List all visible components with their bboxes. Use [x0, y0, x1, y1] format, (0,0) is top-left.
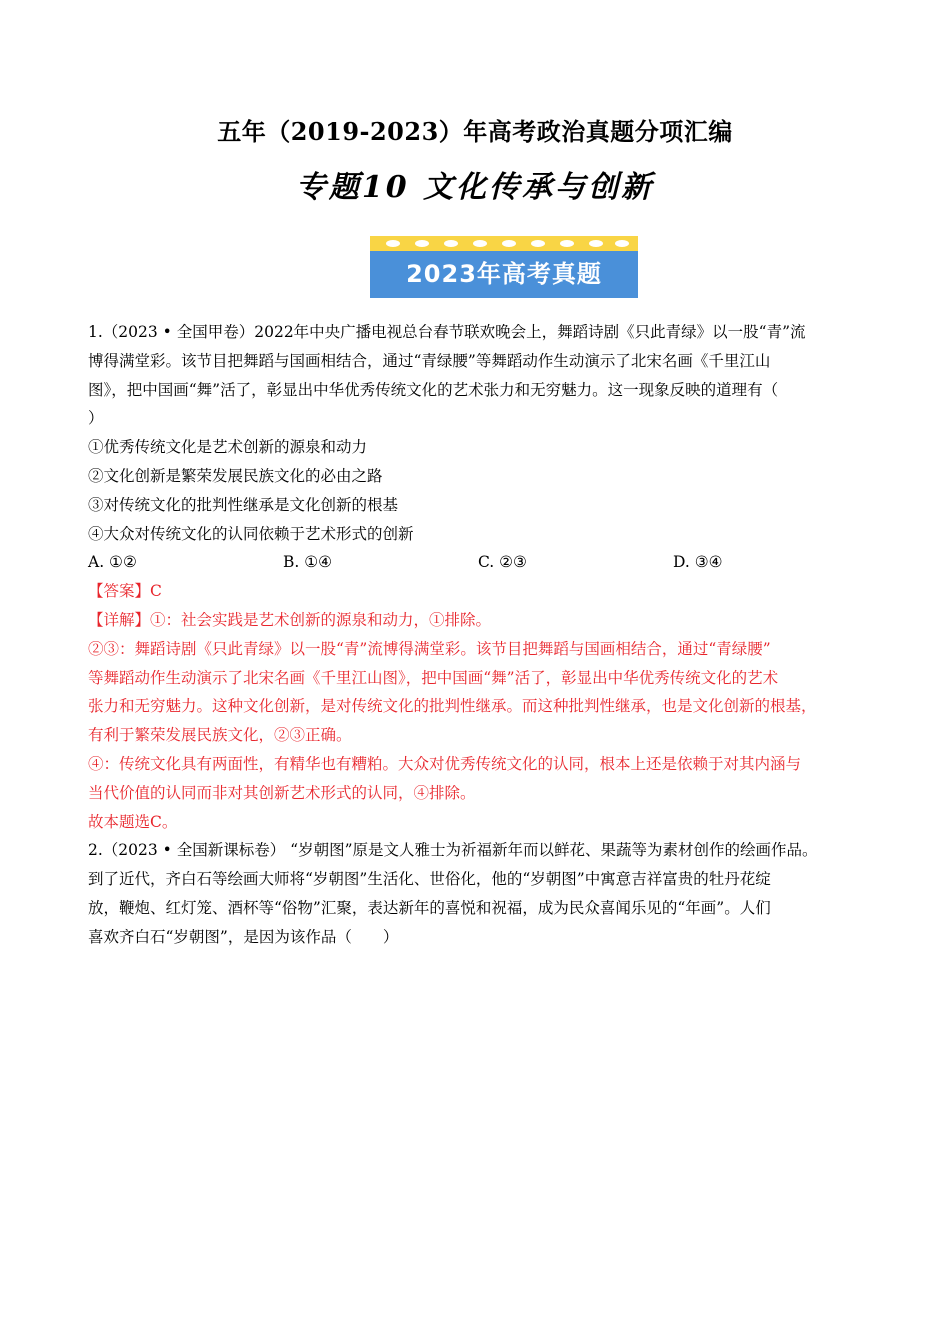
q1-option-a: A. ①② [88, 553, 137, 572]
question-content [88, 318, 868, 952]
banner-dot [415, 240, 429, 247]
q1-explanation-line: ②③：舞蹈诗剧《只此青绿》以一股“青”流博得满堂彩。该节目把舞蹈与国画相结合，通过“青绿腰” [88, 639, 771, 658]
q2-stem-line: 放，鞭炮、红灯笼、酒杯等“俗物”汇聚，表达新年的喜悦和祝福，成为民众喜闻乐见的“年画”。人们 [88, 898, 771, 917]
banner-dot [444, 240, 458, 247]
banner-dot [531, 240, 545, 247]
q1-stem-line: ） [88, 409, 104, 428]
q1-option-c: C. ②③ [478, 553, 527, 572]
banner-dot [589, 240, 603, 247]
q1-answer: 【答案】C [88, 582, 162, 601]
year-banner [370, 236, 638, 298]
q1-explanation-line: 当代价值的认同而非对其创新艺术形式的认同，④排除。 [88, 783, 476, 802]
banner-dot [473, 240, 487, 247]
banner-top-strip [370, 236, 638, 251]
q1-option-b: B. ①④ [283, 553, 333, 572]
q1-explanation-line: 张力和无穷魅力。这种文化创新，是对传统文化的批判性继承。而这种批判性继承，也是文化创新的根基， [88, 697, 817, 716]
q1-explanation-line: 故本题选C。 [88, 812, 178, 831]
q1-stem-line: 图》，把中国画“舞”活了，彰显出中华优秀传统文化的艺术张力和无穷魅力。这一现象反映的道理有（ [88, 380, 779, 399]
question-1 [88, 318, 868, 836]
q1-statement: ①优秀传统文化是艺术创新的源泉和动力 [88, 438, 368, 457]
q1-explanation-line: ④：传统文化具有两面性，有精华也有糟粕。大众对优秀传统文化的认同，根本上还是依赖于对其内涵与 [88, 754, 802, 773]
q1-option-d: D. ③④ [673, 553, 723, 572]
q2-stem-line: 喜欢齐白石“岁朝图”，是因为该作品（ ） [88, 927, 399, 946]
q2-stem-line: 到了近代，齐白石等绘画大师将“岁朝图”生活化、世俗化，他的“岁朝图”中寓意吉祥富贵的牡丹花绽 [88, 870, 771, 889]
q1-statement: ③对传统文化的批判性继承是文化创新的根基 [88, 495, 399, 514]
banner-dot [560, 240, 574, 247]
q1-explanation-line: 【详解】①：社会实践是艺术创新的源泉和动力，①排除。 [88, 610, 492, 629]
q1-explanation-line: 有利于繁荣发展民族文化，②③正确。 [88, 726, 352, 745]
q1-explanation-line: 等舞蹈动作生动演示了北宋名画《千里江山图》，把中国画“舞”活了，彰显出中华优秀传统文化的艺术 [88, 668, 779, 687]
q1-statement: ④大众对传统文化的认同依赖于艺术形式的创新 [88, 524, 414, 543]
question-2 [88, 836, 868, 951]
q2-stem-line: 2.（2023 • 全国新课标卷） “岁朝图”原是文人雅士为祈福新年而以鲜花、果蔬等为素材创作的绘画作品。 [88, 841, 818, 860]
banner-dot [502, 240, 516, 247]
banner-dot [615, 240, 629, 247]
q1-statement: ②文化创新是繁荣发展民族文化的必由之路 [88, 466, 383, 485]
q1-stem-line: 博得满堂彩。该节目把舞蹈与国画相结合，通过“青绿腰”等舞蹈动作生动演示了北宋名画《千里江山 [88, 351, 771, 370]
document-title: 五年（2019-2023）年高考政治真题分项汇编 [217, 117, 733, 146]
banner-dot [386, 240, 400, 247]
banner-label: 2023年高考真题 [370, 251, 638, 298]
q1-stem-line: 1.（2023 • 全国甲卷）2022年中央广播电视总台春节联欢晚会上，舞蹈诗剧《只此青绿》以一股“青”流 [88, 323, 806, 341]
topic-title: 专题10 文化传承与创新 [295, 170, 655, 205]
q1-options [88, 548, 868, 577]
